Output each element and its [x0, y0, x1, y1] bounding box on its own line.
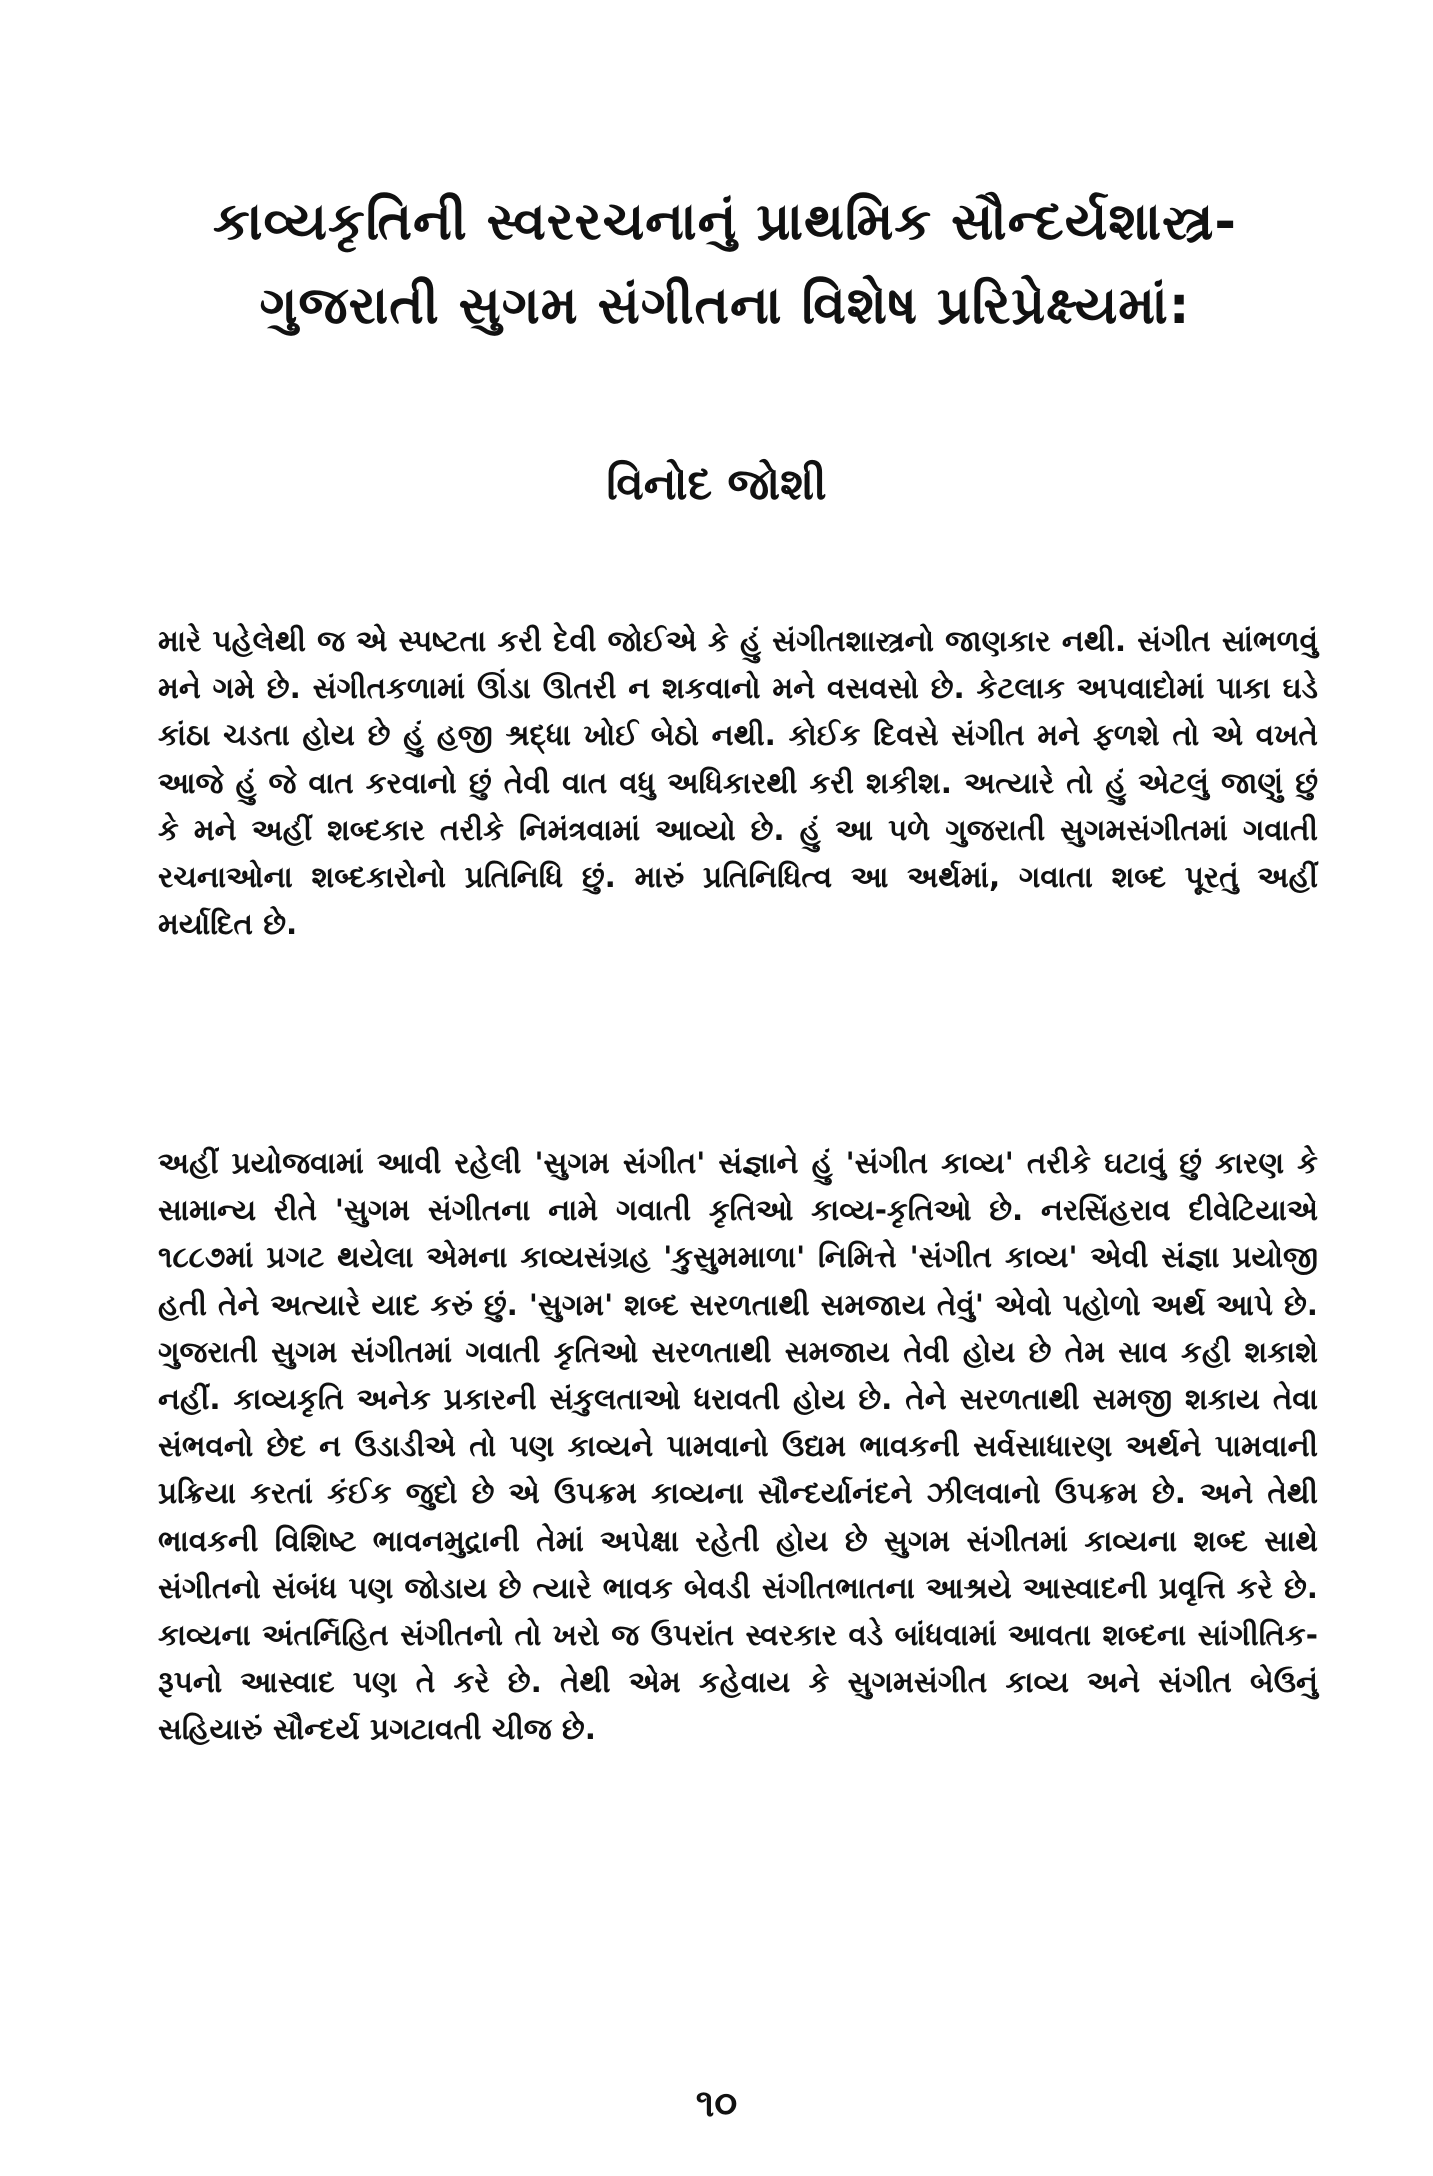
title-line-2: ગુજરાતી સુગમ સંગીતના વિશેષ પ્રરિપ્રેક્ષ્યમાં:: [259, 276, 1191, 336]
page-number: ૧૦: [695, 2081, 738, 2125]
body-paragraph-1: મારે પહેલેથી જ એ સ્પષ્ટતા કરી દેવી જોઈએ કે હું સંગીતશાસ્ત્રનો જાણકાર નથી. સંગીત સાંભળવું મને ગમે છે. સંગીતકળામાં ઊંડા ઊતરી ન શકવાનો મને વસવસો છે. કેટલાક અપવાદોમાં પાકા ઘડે કાંઠા ચડતા હોય છે હું હજી શ્રદ્ધા ખોઈ બેઠો નથી. કોઈક દિવસે સંગીત મને ફળશે તો એ વખતે આજે હું જે વાત કરવાનો છું તેવી વાત વધુ અધિકારથી કરી શકીશ. અત્યારે તો હું એટલું જાણું છું કે મને અહીં શબ્દકાર તરીકે નિમંત્રવામાં આવ્યો છે. હું આ પળે ગુજરાતી સુગમસંગીતમાં ગવાતી રચનાઓના શબ્દકારોનો પ્રતિનિધિ છું. મારું પ્રતિનિધિત્વ આ અર્થમાં, ગવાતા શબ્દ પૂરતું અહીં મર્યાદિત છે.: [158, 624, 1318, 942]
article-title: [150, 180, 1300, 348]
body-paragraph-2: અહીં પ્રયોજવામાં આવી રહેલી 'સુગમ સંગીત' સંજ્ઞાને હું 'સંગીત કાવ્ય' તરીકે ઘટાવું છું કારણ કે સામાન્ય રીતે 'સુગમ સંગીતના નામે ગવાતી કૃતિઓ કાવ્ય-કૃતિઓ છે. નરસિંહરાવ દીવેટિયાએ ૧૮૮૭માં પ્રગટ થયેલા એમના કાવ્યસંગ્રહ 'કુસુમમાળા' નિમિત્તે 'સંગીત કાવ્ય' એવી સંજ્ઞા પ્રયોજી હતી તેને અત્યારે યાદ કરું છું. 'સુગમ' શબ્દ સરળતાથી સમજાય તેવું' એવો પહોળો અર્થ આપે છે. ગુજરાતી સુગમ સંગીતમાં ગવાતી કૃતિઓ સરળતાથી સમજાય તેવી હોય છે તેમ સાવ કહી શકાશે નહીં. કાવ્યકૃતિ અનેક પ્રકારની સંકુલતાઓ ધરાવતી હોય છે. તેને સરળતાથી સમજી શકાય તેવા સંભવનો છેદ ન ઉડાડીએ તો પણ કાવ્યને પામવાનો ઉદ્યમ ભાવકની સર્વસાધારણ અર્થને પામવાની પ્રક્રિયા કરતાં કંઈક જુદો છે એ ઉપક્રમ કાવ્યના સૌન્દર્યાનંદને ઝીલવાનો ઉપક્રમ છે. અને તેથી ભાવકની વિશિષ્ટ ભાવનમુદ્રાની તેમાં અપેક્ષા રહેતી હોય છે સુગમ સંગીતમાં કાવ્યના શબ્દ સાથે સંગીતનો સંબંધ પણ જોડાય છે ત્યારે ભાવક બેવડી સંગીતભાતના આશ્રયે આસ્વાદની પ્રવૃત્તિ કરે છે. કાવ્યના અંતર્નિહિત સંગીતનો તો ખરો જ ઉપરાંત સ્વરકાર વડે બાંધવામાં આવતા શબ્દના સાંગીતિક-રૂપનો આસ્વાદ પણ તે કરે છે. તેથી એમ કહેવાય કે સુગમસંગીત કાવ્ય અને સંગીત બેઉનું સહિયારું સૌન્દર્ય પ્રગટાવતી ચીજ છે.: [158, 1146, 1318, 1747]
author-name: વિનોદ જોશી: [606, 459, 827, 510]
title-line-1: કાવ્યકૃતિની સ્વરરચનાનું પ્રાથમિક સૌન્દર્યશાસ્ત્ર-: [213, 192, 1237, 252]
